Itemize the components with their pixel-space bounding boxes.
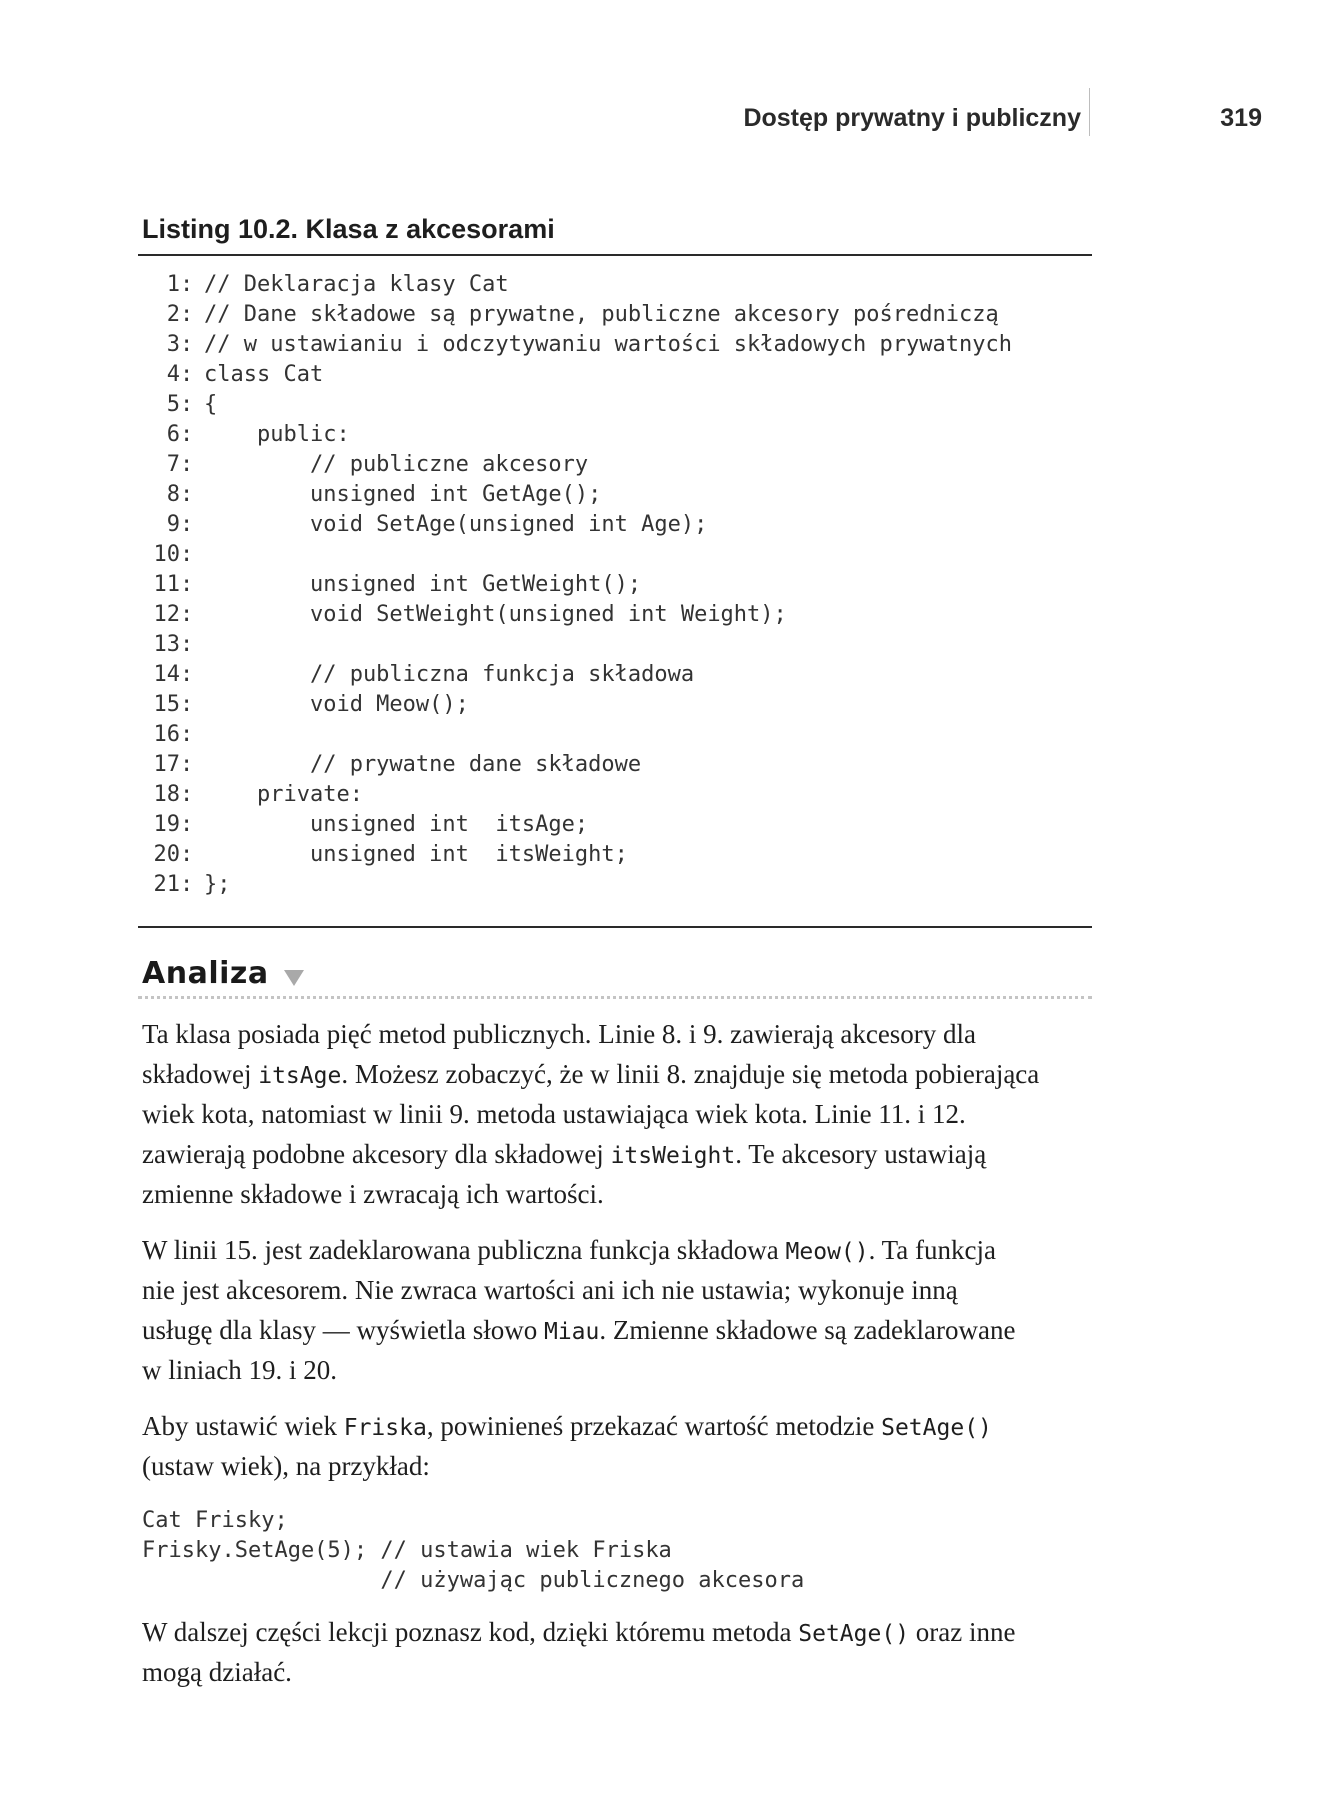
code-listing	[140, 270, 1090, 900]
code-line	[140, 270, 1090, 300]
inline-code: SetAge()	[798, 1621, 910, 1647]
line-number: 3	[166, 332, 180, 357]
inline-code: itsWeight	[610, 1143, 736, 1169]
line-number-colon: :	[180, 842, 194, 867]
code-example	[142, 1506, 804, 1596]
line-number: 12	[153, 602, 180, 627]
code-text: void SetAge(unsigned int Age);	[204, 512, 708, 537]
code-text: // publiczne akcesory	[204, 452, 589, 477]
code-line	[140, 870, 1090, 900]
code-text: unsigned int GetAge();	[204, 482, 602, 507]
line-number-colon: :	[180, 572, 194, 597]
page-number: 319	[1220, 104, 1262, 132]
line-number-colon: :	[180, 452, 194, 477]
code-line	[140, 630, 1090, 660]
line-number: 7	[166, 452, 180, 477]
code-line	[140, 810, 1090, 840]
code-text: // Dane składowe są prywatne, publiczne akcesory pośredniczą	[204, 302, 999, 327]
code-text: void Meow();	[204, 692, 469, 717]
code-text: unsigned int itsAge;	[204, 812, 589, 837]
text-line: nie jest akcesorem. Nie zwraca wartości ani ich nie ustawia; wykonuje inną	[142, 1275, 958, 1305]
line-number-colon: :	[180, 392, 194, 417]
line-number: 13	[153, 632, 180, 657]
code-text: void SetWeight(unsigned int Weight);	[204, 602, 787, 627]
analysis-heading: Analiza	[142, 956, 269, 991]
code-text: // prywatne dane składowe	[204, 752, 642, 777]
paragraph-3	[142, 1406, 1092, 1486]
text-line: składowej itsAge. Możesz zobaczyć, że w linii 8. znajduje się metoda pobierająca	[142, 1059, 1040, 1089]
line-number: 9	[166, 512, 180, 537]
line-number: 18	[153, 782, 180, 807]
dotted-divider	[138, 996, 1092, 999]
line-number: 1	[166, 272, 180, 297]
code-line	[140, 780, 1090, 810]
code-line	[140, 690, 1090, 720]
running-head-title: Dostęp prywatny i publiczny	[743, 104, 1081, 132]
code-text: private:	[204, 782, 363, 807]
line-number-colon: :	[180, 722, 194, 747]
code-line	[140, 840, 1090, 870]
line-number-colon: :	[180, 512, 194, 537]
code-line	[140, 300, 1090, 330]
line-number: 6	[166, 422, 180, 447]
listing-top-rule	[138, 254, 1092, 256]
line-number-colon: :	[180, 602, 194, 627]
code-text: // publiczna funkcja składowa	[204, 662, 695, 687]
line-number-colon: :	[180, 302, 194, 327]
line-number-colon: :	[180, 782, 194, 807]
line-number-colon: :	[180, 752, 194, 777]
code-line	[140, 330, 1090, 360]
code-text: class Cat	[204, 362, 324, 387]
text-line: wiek kota, natomiast w linii 9. metoda ustawiająca wiek kota. Linie 11. i 12.	[142, 1099, 966, 1129]
paragraph-4	[142, 1612, 1092, 1692]
line-number-colon: :	[180, 362, 194, 387]
code-text: // Deklaracja klasy Cat	[204, 272, 509, 297]
text-line: usługę dla klasy — wyświetla słowo Miau. Zmienne składowe są zadeklarowane	[142, 1315, 1016, 1345]
code-line	[140, 660, 1090, 690]
line-number-colon: :	[180, 692, 194, 717]
text-line: Ta klasa posiada pięć metod publicznych. Linie 8. i 9. zawierają akcesory dla	[142, 1019, 977, 1049]
code-text: // w ustawianiu i odczytywaniu wartości składowych prywatnych	[204, 332, 1012, 357]
text-line: mogą działać.	[142, 1657, 292, 1687]
line-number: 14	[153, 662, 180, 687]
inline-code: itsAge	[258, 1063, 342, 1089]
code-example-line: Cat Frisky;	[142, 1508, 288, 1533]
triangle-down-icon	[284, 970, 304, 986]
running-head-divider	[1089, 88, 1090, 136]
code-text: };	[204, 872, 231, 897]
code-text: public:	[204, 422, 350, 447]
line-number-colon: :	[180, 542, 194, 567]
line-number: 11	[153, 572, 180, 597]
line-number: 19	[153, 812, 180, 837]
line-number: 8	[166, 482, 180, 507]
inline-code: SetAge()	[881, 1415, 992, 1441]
line-number: 21	[153, 872, 180, 897]
line-number-colon: :	[180, 662, 194, 687]
line-number: 17	[153, 752, 180, 777]
code-line	[140, 480, 1090, 510]
listing-title: Listing 10.2. Klasa z akcesorami	[142, 214, 555, 244]
line-number: 2	[166, 302, 180, 327]
text-line: W dalszej części lekcji poznasz kod, dzięki któremu metoda SetAge() oraz inne	[142, 1617, 1016, 1647]
code-example-line: Frisky.SetAge(5); // ustawia wiek Friska	[142, 1538, 672, 1563]
paragraph-2	[142, 1230, 1092, 1390]
line-number: 5	[166, 392, 180, 417]
line-number: 15	[153, 692, 180, 717]
paragraph-1	[142, 1014, 1092, 1214]
text-line: w liniach 19. i 20.	[142, 1355, 337, 1385]
line-number-colon: :	[180, 872, 194, 897]
line-number-colon: :	[180, 332, 194, 357]
code-line	[140, 750, 1090, 780]
code-example-line: // używając publicznego akcesora	[142, 1568, 805, 1593]
code-line	[140, 360, 1090, 390]
running-head	[0, 88, 1339, 148]
line-number-colon: :	[180, 272, 194, 297]
line-number-colon: :	[180, 422, 194, 447]
text-line: (ustaw wiek), na przykład:	[142, 1451, 430, 1481]
code-text: {	[204, 392, 218, 417]
line-number-colon: :	[180, 482, 194, 507]
line-number-colon: :	[180, 812, 194, 837]
code-line	[140, 600, 1090, 630]
code-line	[140, 420, 1090, 450]
line-number: 20	[153, 842, 180, 867]
inline-code: Miau	[543, 1319, 600, 1345]
line-number-colon: :	[180, 632, 194, 657]
code-line	[140, 510, 1090, 540]
text-line: zawierają podobne akcesory dla składowej itsWeight. Te akcesory ustawiają	[142, 1139, 987, 1169]
text-line: zmienne składowe i zwracają ich wartości.	[142, 1179, 604, 1209]
line-number: 10	[153, 542, 180, 567]
text-line: Aby ustawić wiek Friska, powinieneś przekazać wartość metodzie SetAge()	[142, 1411, 992, 1441]
text-line: W linii 15. jest zadeklarowana publiczna funkcja składowa Meow(). Ta funkcja	[142, 1235, 996, 1265]
code-line	[140, 390, 1090, 420]
inline-code: Friska	[343, 1415, 427, 1441]
code-text: unsigned int itsWeight;	[204, 842, 628, 867]
line-number: 4	[166, 362, 180, 387]
code-text: unsigned int GetWeight();	[204, 572, 642, 597]
code-line	[140, 720, 1090, 750]
inline-code: Meow()	[785, 1239, 869, 1265]
line-number: 16	[153, 722, 180, 747]
code-line	[140, 450, 1090, 480]
code-line	[140, 540, 1090, 570]
code-line	[140, 570, 1090, 600]
listing-bottom-rule	[138, 926, 1092, 928]
